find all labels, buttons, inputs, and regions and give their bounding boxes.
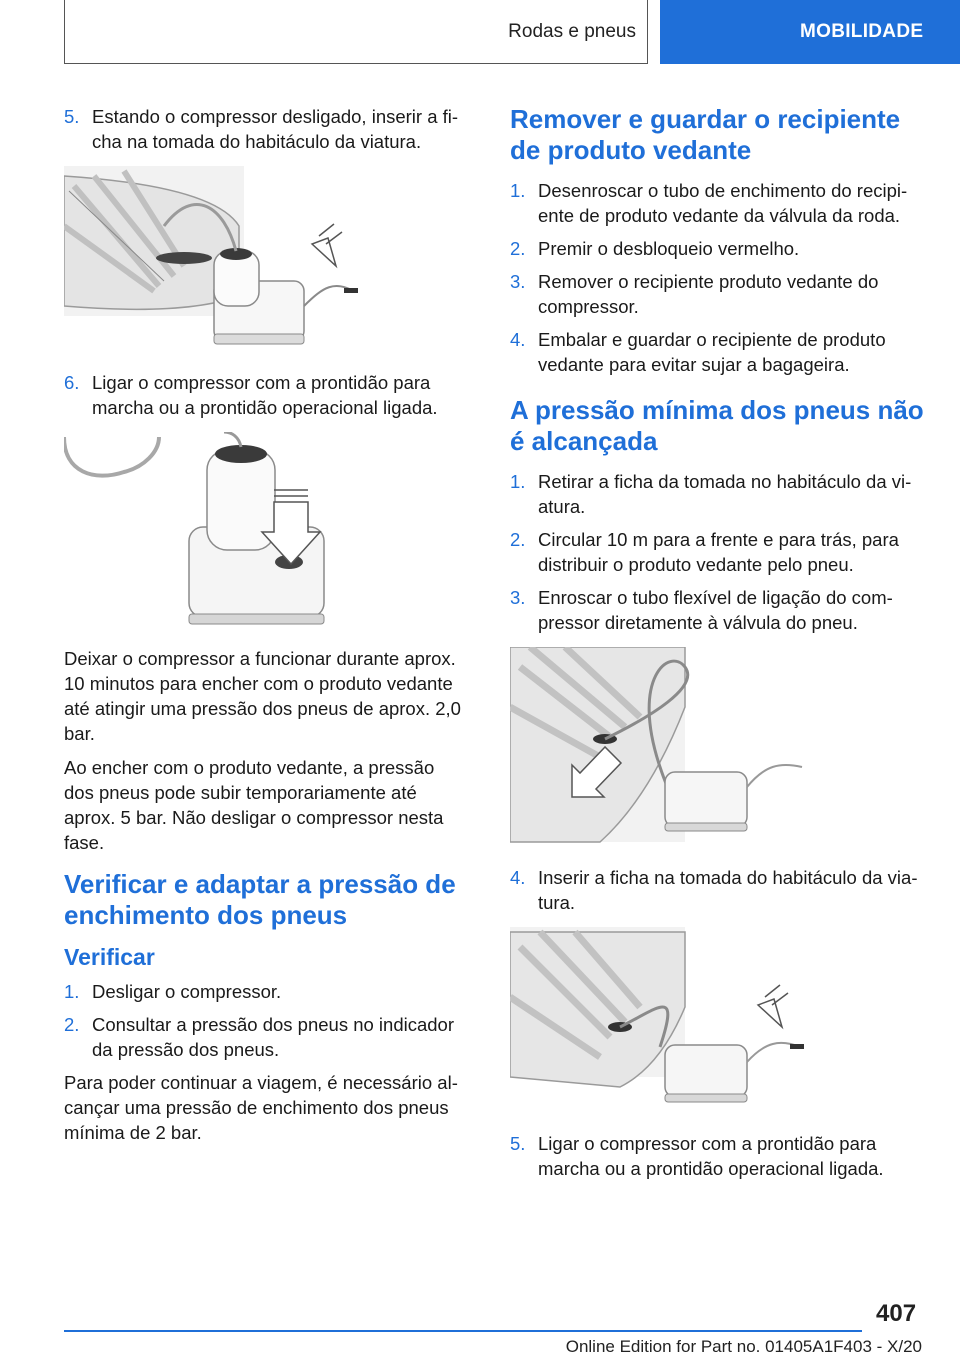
step-number: 5.: [64, 106, 80, 127]
step-number: 3.: [510, 587, 526, 608]
step-item: [510, 585, 926, 635]
step-text: Remover o recipiente produto vedante do compressor.: [538, 271, 879, 317]
step-item: [510, 527, 926, 577]
illustration-compressor-plug: [64, 166, 468, 352]
step-text: Retirar a ficha da tomada no habitáculo da viatura.: [538, 471, 912, 517]
footer-divider: [64, 1330, 862, 1332]
step-number: 4.: [510, 867, 526, 888]
step-text: Premir o desbloqueio vermelho.: [538, 238, 800, 259]
left-column: [64, 104, 468, 1154]
step-item: [510, 269, 926, 319]
step-text: Enroscar o tubo flexível de ligação do compressor diretamente à válvula do pneu.: [538, 587, 893, 633]
step-item: [64, 370, 468, 420]
step-text: Embalar e guardar o recipiente de produto vedante para evitar sujar a bagageira.: [538, 329, 886, 375]
step-number: 5.: [510, 1133, 526, 1154]
illustration-compressor-power: [64, 432, 468, 628]
step-item: [64, 979, 468, 1004]
step-text: Desenroscar o tubo de enchimento do recipiente de produto vedante da válvula da roda.: [538, 180, 908, 226]
step-number: 6.: [64, 372, 80, 393]
section-heading: Remover e guardar o recipiente de produto vedante: [510, 104, 901, 165]
paragraph: Deixar o compressor a funcionar durante aprox. 10 minutos para encher com o produto vedante até atingir uma pressão dos pneus de aprox. 2,0 bar.: [64, 648, 461, 744]
step-item: [510, 178, 926, 228]
paragraph: Para poder continuar a viagem, é necessário alcançar uma pressão de enchimento dos pneus mínima de 2 bar.: [64, 1072, 458, 1143]
step-number: 4.: [510, 329, 526, 350]
step-number: 2.: [510, 529, 526, 550]
step-text: Desligar o compressor.: [92, 981, 282, 1002]
step-item: [64, 104, 468, 154]
step-number: 2.: [510, 238, 526, 259]
step-item: [64, 1012, 468, 1062]
illustration-plug-socket: [510, 927, 926, 1113]
section-heading: A pressão mínima dos pneus não é alcançada: [510, 395, 924, 456]
step-number: 1.: [510, 180, 526, 201]
step-item: [510, 327, 926, 377]
step-text: Consultar a pressão dos pneus no indicador da pressão dos pneus.: [92, 1014, 455, 1060]
header-section-title: Rodas e pneus: [508, 21, 636, 42]
step-text: Ligar o compressor com a prontidão para marcha ou a prontidão operacional ligada.: [92, 372, 438, 418]
step-item: [510, 1131, 926, 1181]
step-item: [510, 865, 926, 915]
step-number: 3.: [510, 271, 526, 292]
step-text: Ligar o compressor com a prontidão para marcha ou a prontidão operacional ligada.: [538, 1133, 884, 1179]
step-text: Estando o compressor desligado, inserir a ficha na tomada do habitáculo da viatura.: [92, 106, 459, 152]
step-text: Inserir a ficha na tomada do habitáculo da viatura.: [538, 867, 918, 913]
step-item: [510, 469, 926, 519]
section-heading: Verificar e adaptar a pressão de enchimento dos pneus: [64, 869, 456, 930]
page-number: 407: [876, 1300, 917, 1327]
step-number: 1.: [64, 981, 80, 1002]
subsection-heading: Verificar: [64, 944, 155, 970]
illustration-hose-valve: [510, 647, 926, 847]
footer-edition: Online Edition for Part no. 01405A1F403 - X/20: [565, 1337, 922, 1356]
step-number: 2.: [64, 1014, 80, 1035]
step-number: 1.: [510, 471, 526, 492]
right-column: [510, 104, 926, 1189]
step-item: [510, 236, 926, 261]
header-chapter-tab: MOBILIDADE: [660, 0, 960, 64]
paragraph: Ao encher com o produto vedante, a pressão dos pneus pode subir temporariamente até aprox. 5 bar. Não desligar o compressor nesta fase.: [64, 757, 444, 853]
step-text: Circular 10 m para a frente e para trás, para distribuir o produto vedante pelo pneu.: [538, 529, 899, 575]
